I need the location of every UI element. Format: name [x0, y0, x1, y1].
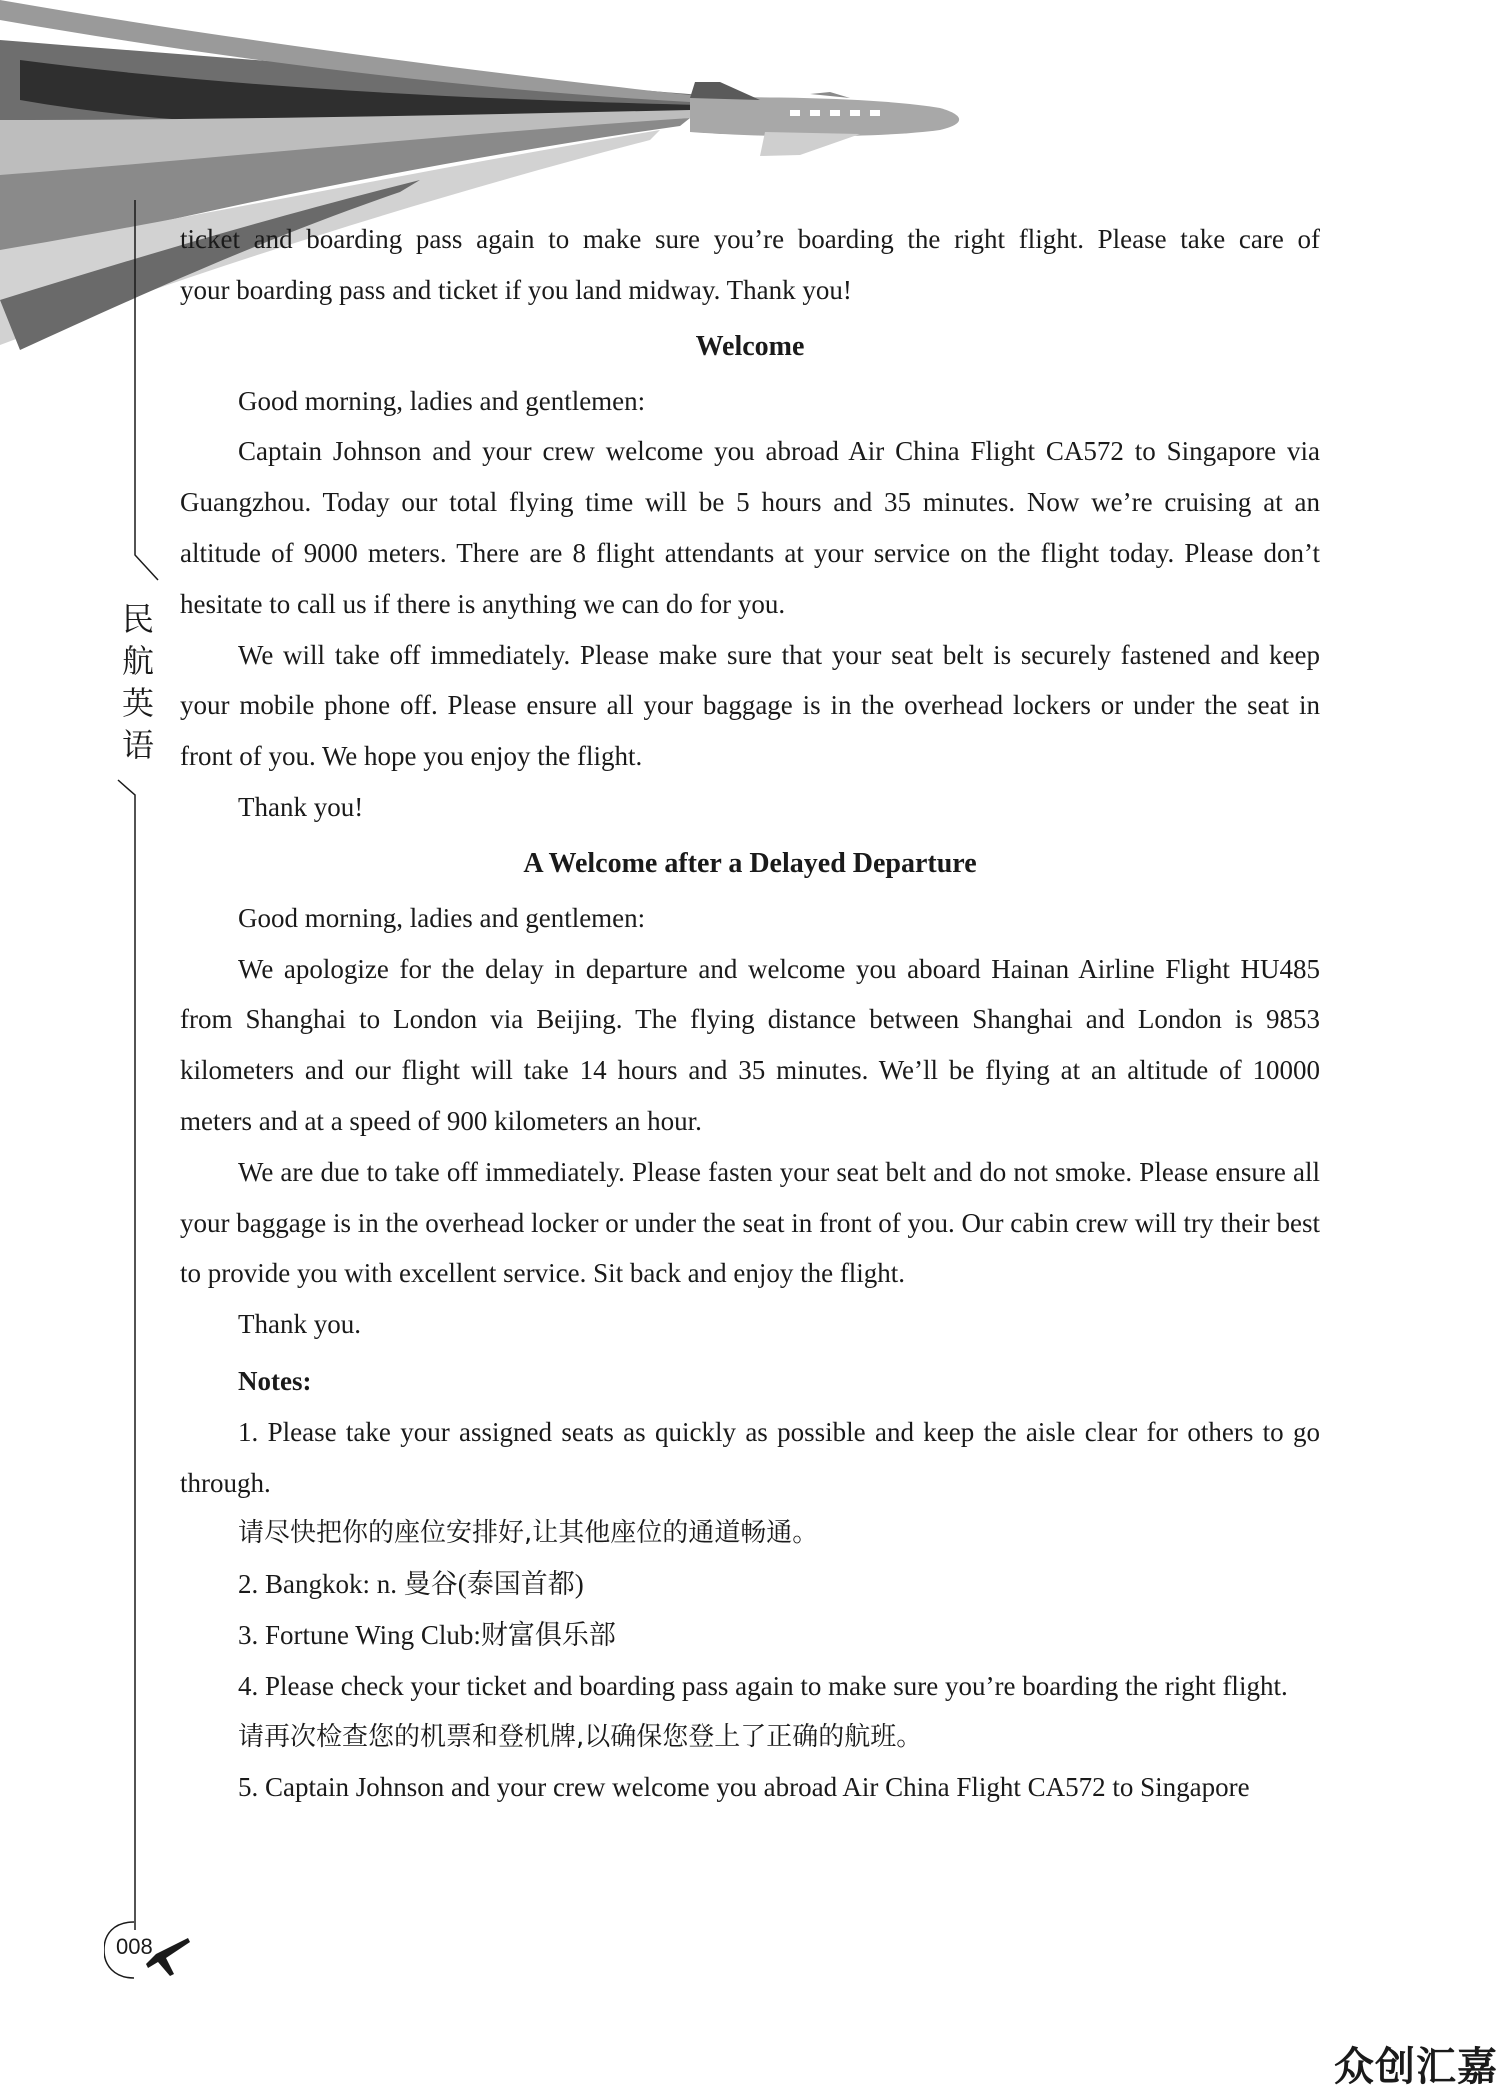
delayed-paragraph-1: We apologize for the delay in departure and welcome you aboard Hainan Airline Flight HU485 from Shanghai to London via Beijing. The flying distance between Shanghai and London is 9853 kilometers and our flight will take 14 hours and 35 minutes. We’ll be flying at an altitude of 10000 meters and at a speed of 900 kilometers an hour.	[180, 953, 1320, 1136]
notes-heading: Notes:	[238, 1365, 312, 1396]
intro-line-2: your boarding pass and ticket if you land midway. Thank you!	[180, 274, 852, 305]
page-content	[180, 214, 1320, 1813]
intro-line-1: ticket and boarding pass again to make sure you’re boarding the right flight. Please take care of	[180, 224, 1320, 254]
welcome-thanks: Thank you!	[238, 791, 364, 822]
note-1: 1. Please take your assigned seats as quickly as possible and keep the aisle clear for others to go through.	[180, 1416, 1320, 1498]
note-1-translation: 请尽快把你的座位安排好,让其他座位的通道畅通。	[238, 1518, 819, 1549]
side-title-char: 英	[121, 684, 154, 722]
note-2: 2. Bangkok: n. 曼谷(泰国首都)	[238, 1569, 584, 1600]
section-heading-delayed: A Welcome after a Delayed Departure	[523, 847, 977, 879]
delayed-greeting: Good morning, ladies and gentlemen:	[238, 902, 646, 933]
delayed-paragraph-2: We are due to take off immediately. Please fasten your seat belt and do not smoke. Please ensure all your baggage is in the overhead locker or under the seat in front of you. Our cabin crew will try their best to provide you with excellent service. Sit back and enjoy the flight.	[180, 1156, 1320, 1289]
page-number: 008	[116, 1934, 153, 1959]
page-number-badge	[104, 1920, 192, 1980]
section-heading-welcome: Welcome	[695, 330, 805, 362]
side-title-char: 语	[121, 726, 154, 764]
welcome-paragraph-1: Captain Johnson and your crew welcome you abroad Air China Flight CA572 to Singapore via Guangzhou. Today our total flying time will be 5 hours and 35 minutes. Now we’re cruising at an altitude of 9000 meters. There are 8 flight attendants at your service on the flight today. Please don’t hesitate to call us if there is anything we can do for you.	[180, 436, 1320, 619]
delayed-thanks: Thank you.	[238, 1309, 361, 1340]
side-title-char: 航	[121, 642, 154, 680]
book-title-vertical	[118, 598, 158, 766]
watermark-text: 众创汇嘉	[1334, 2044, 1498, 2090]
side-title-char: 民	[121, 600, 154, 638]
side-border-line	[0, 0, 200, 2094]
welcome-greeting: Good morning, ladies and gentlemen:	[238, 385, 646, 416]
note-5: 5. Captain Johnson and your crew welcome you abroad Air China Flight CA572 to Singapore	[238, 1772, 1250, 1803]
note-4-translation: 请再次检查您的机票和登机牌,以确保您登上了正确的航班。	[238, 1721, 923, 1752]
note-4: 4. Please check your ticket and boarding pass again to make sure you’re boarding the right flight.	[238, 1670, 1288, 1701]
welcome-paragraph-2: We will take off immediately. Please make sure that your seat belt is securely fastened and keep your mobile phone off. Please ensure all your baggage is in the overhead lockers or under the seat in front of you. We hope you enjoy the flight.	[180, 639, 1320, 772]
note-3: 3. Fortune Wing Club:财富俱乐部	[238, 1619, 616, 1650]
